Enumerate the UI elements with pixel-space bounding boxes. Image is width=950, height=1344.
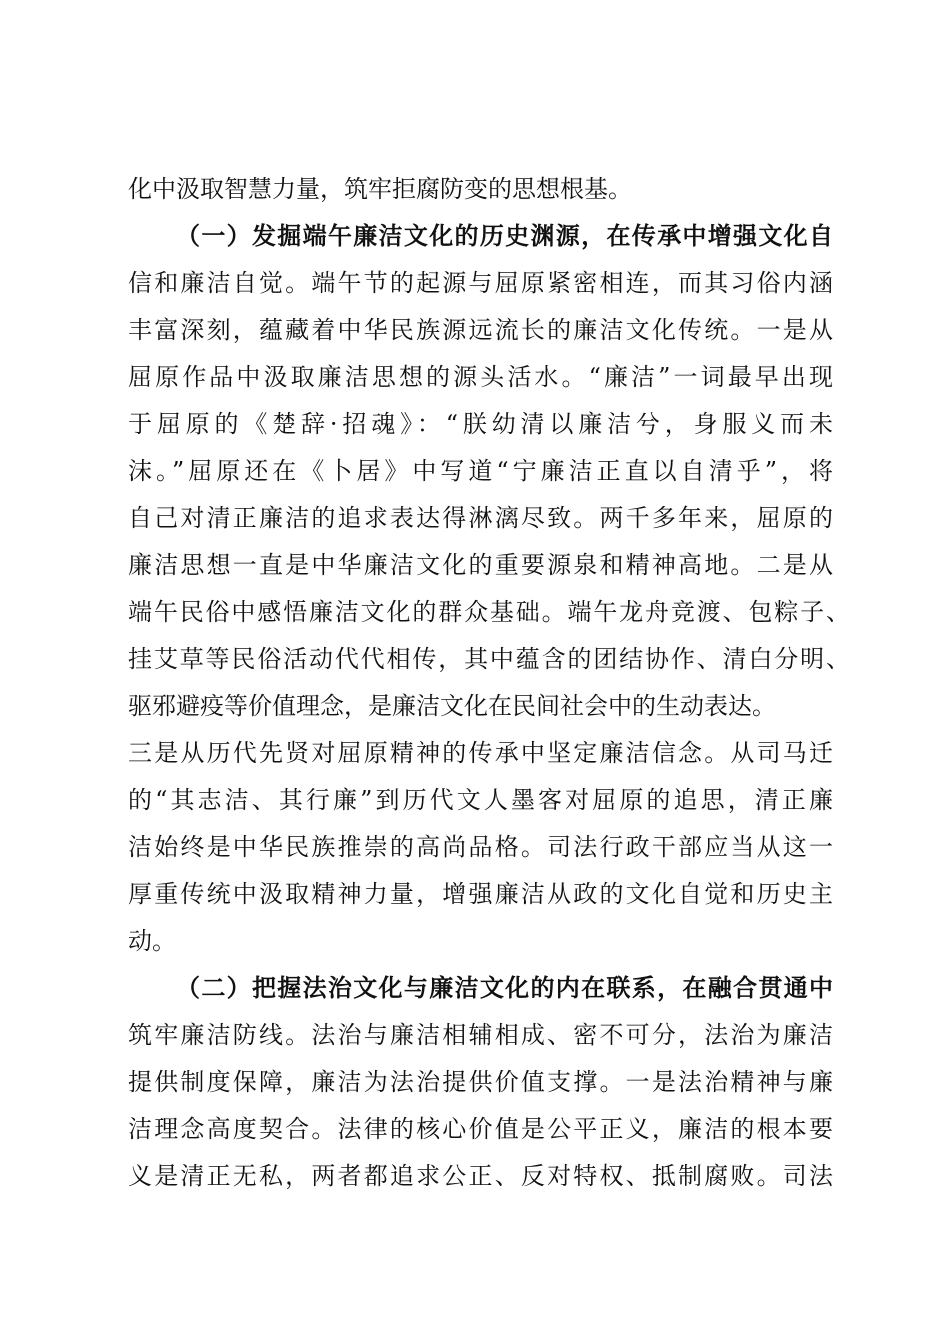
text-line: 的“其志洁、其行廉”到历代文人墨客对屈原的追思，清正廉 xyxy=(128,786,833,814)
text-line: 信和廉洁自觉。端午节的起源与屈原紧密相连，而其习俗内涵 xyxy=(128,269,833,297)
text-line: 筑牢廉洁防线。法治与廉洁相辅相成、密不可分，法治为廉洁 xyxy=(128,1021,833,1049)
text-line: 沫。”屈原还在《卜居》中写道“宁廉洁正直以自清乎”，将 xyxy=(128,457,833,485)
section-heading-line: （二）把握法治文化与廉洁文化的内在联系，在融合贯通中 xyxy=(176,973,833,1002)
text-line: 挂艾草等民俗活动代代相传，其中蕴含的团结协作、清白分明、 xyxy=(128,645,850,673)
text-line: 驱邪避疫等价值理念，是廉洁文化在民间社会中的生动表达。 xyxy=(128,692,776,720)
text-line: 提供制度保障，廉洁为法治提供价值支撑。一是法治精神与廉 xyxy=(128,1068,833,1096)
text-line: 义是清正无私，两者都追求公正、反对特权、抵制腐败。司法 xyxy=(128,1162,833,1190)
text-line: 丰富深刻，蕴藏着中华民族源远流长的廉洁文化传统。一是从 xyxy=(128,316,833,344)
text-line: 端午民俗中感悟廉洁文化的群众基础。端午龙舟竞渡、包粽子、 xyxy=(128,598,850,626)
text-line: 三是从历代先贤对屈原精神的传承中坚定廉洁信念。从司马迁 xyxy=(128,739,833,767)
text-line: 化中汲取智慧力量，筑牢拒腐防变的思想根基。 xyxy=(128,175,632,203)
text-line: 厚重传统中汲取精神力量，增强廉洁从政的文化自觉和历史主 xyxy=(128,880,833,908)
text-line: 屈原作品中汲取廉洁思想的源头活水。“廉洁”一词最早出现 xyxy=(128,363,833,391)
text-line: 动。 xyxy=(128,927,176,955)
text-line: 于屈原的《楚辞·招魂》：“朕幼清以廉洁兮，身服义而未 xyxy=(128,410,833,438)
text-line: 廉洁思想一直是中华廉洁文化的重要源泉和精神高地。二是从 xyxy=(128,551,833,579)
text-line: 自己对清正廉洁的追求表达得淋漓尽致。两千多年来，屈原的 xyxy=(128,504,833,532)
text-line: 洁理念高度契合。法律的核心价值是公平正义，廉洁的根本要 xyxy=(128,1115,833,1143)
text-line: 洁始终是中华民族推崇的高尚品格。司法行政干部应当从这一 xyxy=(128,833,833,861)
section-heading-line: （一）发掘端午廉洁文化的历史渊源，在传承中增强文化自 xyxy=(176,221,833,250)
